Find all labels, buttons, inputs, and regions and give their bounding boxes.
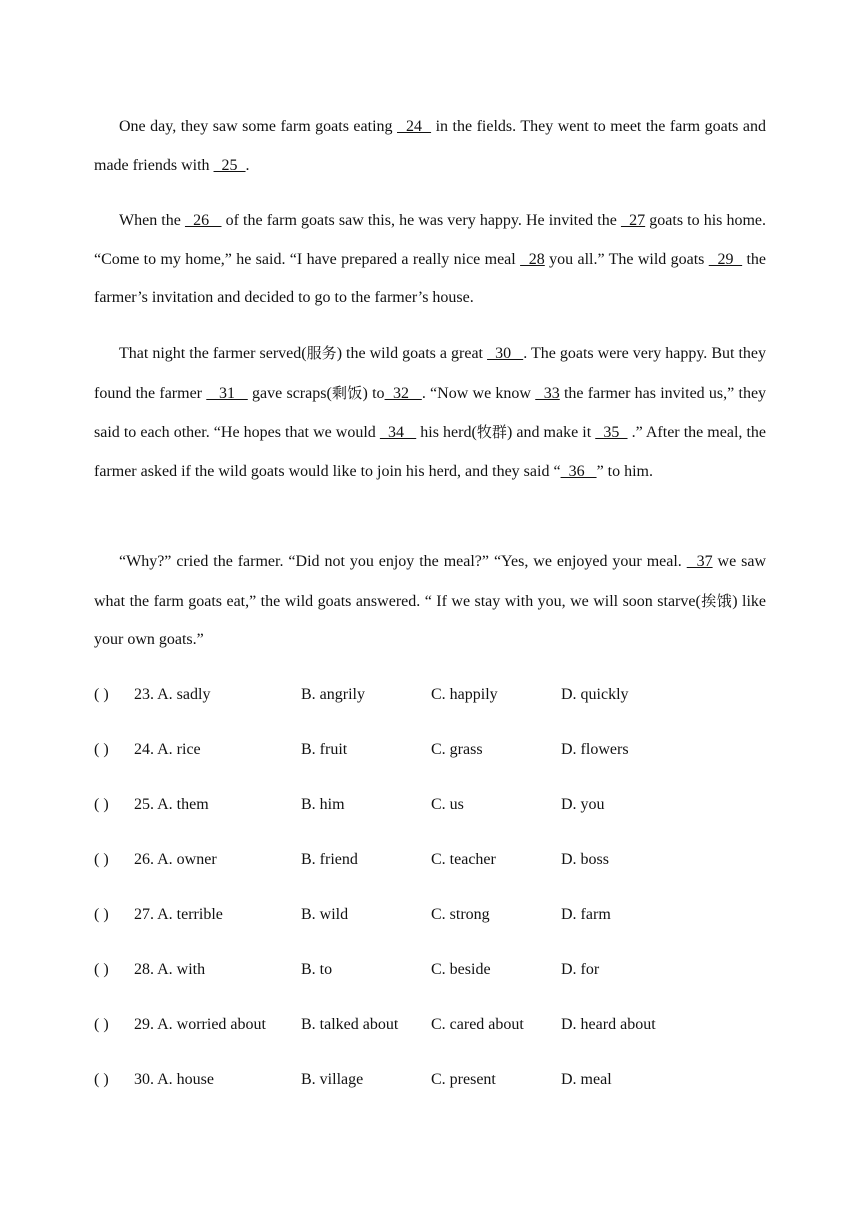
- option-d: D. farm: [561, 906, 611, 923]
- option-a: 25. A. them: [134, 796, 209, 813]
- passage-text: One day, they saw some farm goats eating: [119, 118, 398, 135]
- passage-text: his herd(: [416, 424, 477, 441]
- blank-26: 26: [184, 212, 222, 229]
- blank-25: 25: [213, 156, 246, 174]
- chinese-gloss: 剩饭: [331, 383, 363, 402]
- blank-36: 36: [560, 462, 597, 480]
- passage-text: “Why?” cried the farmer. “Did not you enjoy the meal?” “Yes, we enjoyed your meal.: [119, 553, 687, 570]
- option-c: C. cared about: [431, 1016, 524, 1033]
- option-d: D. boss: [561, 851, 610, 868]
- passage-paragraph-2: [94, 202, 766, 318]
- passage-text: .” After the meal, the farmer asked if the wild goats would like to join his herd, and they said “: [94, 424, 767, 480]
- question-row: [94, 906, 794, 928]
- answer-paren[interactable]: ( ): [94, 686, 109, 703]
- chinese-gloss: 牧群: [476, 423, 507, 441]
- option-c: C. happily: [431, 686, 498, 703]
- passage-text: of the farm goats saw this, he was very happy. He invited the: [221, 212, 621, 229]
- blank-34: 34: [379, 424, 417, 441]
- passage-text: we saw what the farm goats eat,” the wild goats answered. “ If we stay with you, we will soon starve(: [94, 553, 766, 610]
- chinese-gloss: 服务: [306, 344, 337, 362]
- blank-24: 24: [397, 118, 432, 135]
- question-row: [94, 851, 794, 873]
- passage-text: ) the wild goats a great: [336, 345, 488, 362]
- option-d: D. quickly: [561, 686, 629, 703]
- option-c: C. us: [431, 796, 464, 813]
- blank-35: 35: [595, 424, 628, 441]
- passage-text: ) like your own goats.”: [94, 592, 766, 648]
- passage-text: the farmer has invited us,” they said to each other. “He hopes that we would: [94, 384, 767, 441]
- passage-text: ) and make it: [506, 424, 596, 441]
- chinese-gloss: 挨饿: [700, 591, 733, 610]
- option-b: B. wild: [301, 906, 349, 923]
- passage-text: in the fields. They went to meet the farm goats and made friends with: [94, 118, 767, 174]
- question-row: [94, 686, 794, 708]
- option-d: D. flowers: [561, 741, 629, 758]
- passage-text: . “Now we know: [421, 384, 536, 402]
- option-b: B. fruit: [301, 741, 348, 758]
- passage-text: When the: [119, 212, 185, 229]
- passage-text: the farmer’s invitation and decided to go to the farmer’s house.: [94, 250, 767, 306]
- answer-paren[interactable]: ( ): [94, 851, 109, 868]
- blank-28: 28: [520, 250, 545, 268]
- answer-paren[interactable]: ( ): [94, 796, 109, 813]
- option-a: 24. A. rice: [134, 741, 201, 758]
- option-d: D. you: [561, 796, 605, 813]
- passage-text: goats to his home. “Come to my home,” he said. “I have prepared a really nice meal: [94, 212, 767, 268]
- passage-text: ) to: [362, 384, 385, 402]
- option-c: C. strong: [431, 906, 490, 923]
- option-c: C. teacher: [431, 851, 496, 868]
- option-c: C. present: [431, 1071, 496, 1088]
- question-row: [94, 1071, 794, 1093]
- answer-paren[interactable]: ( ): [94, 741, 109, 758]
- answer-paren[interactable]: ( ): [94, 961, 109, 978]
- option-b: B. to: [301, 961, 333, 978]
- passage-text: . The goats were very happy. But they found the farmer: [94, 345, 767, 402]
- blank-32: 32: [384, 384, 422, 402]
- passage-text: you all.” The wild goats: [544, 250, 709, 268]
- option-b: B. friend: [301, 851, 358, 868]
- option-d: D. heard about: [561, 1016, 656, 1033]
- answer-paren[interactable]: ( ): [94, 1016, 109, 1033]
- option-a: 23. A. sadly: [134, 686, 211, 703]
- answer-paren[interactable]: ( ): [94, 1071, 109, 1088]
- option-b: B. angrily: [301, 686, 365, 703]
- option-a: 29. A. worried about: [134, 1016, 266, 1033]
- question-row: [94, 1016, 794, 1038]
- question-row: [94, 961, 794, 983]
- passage-text: That night the farmer served(: [119, 345, 307, 362]
- blank-30: 30: [487, 345, 524, 362]
- option-a: 28. A. with: [134, 961, 206, 978]
- passage-text: gave scraps(: [247, 384, 332, 402]
- passage-text: ” to him.: [596, 462, 653, 480]
- blank-29: 29: [708, 250, 743, 268]
- passage-text: .: [245, 156, 250, 174]
- passage-paragraph-3: [94, 334, 766, 491]
- question-row: [94, 796, 794, 818]
- option-a: 26. A. owner: [134, 851, 217, 868]
- answer-paren[interactable]: ( ): [94, 906, 109, 923]
- option-b: B. talked about: [301, 1016, 399, 1033]
- option-d: D. meal: [561, 1071, 612, 1088]
- option-a: 27. A. terrible: [134, 906, 223, 923]
- option-a: 30. A. house: [134, 1071, 214, 1088]
- option-d: D. for: [561, 961, 600, 978]
- question-row: [94, 741, 794, 763]
- blank-33: 33: [535, 384, 560, 402]
- blank-27: 27: [620, 212, 646, 229]
- option-b: B. him: [301, 796, 345, 813]
- passage-paragraph-1: [94, 108, 766, 185]
- passage-paragraph-4: [94, 543, 766, 660]
- option-c: C. beside: [431, 961, 491, 978]
- option-c: C. grass: [431, 741, 483, 758]
- option-b: B. village: [301, 1071, 364, 1088]
- blank-31: 31: [206, 384, 248, 402]
- blank-37: 37: [686, 553, 713, 570]
